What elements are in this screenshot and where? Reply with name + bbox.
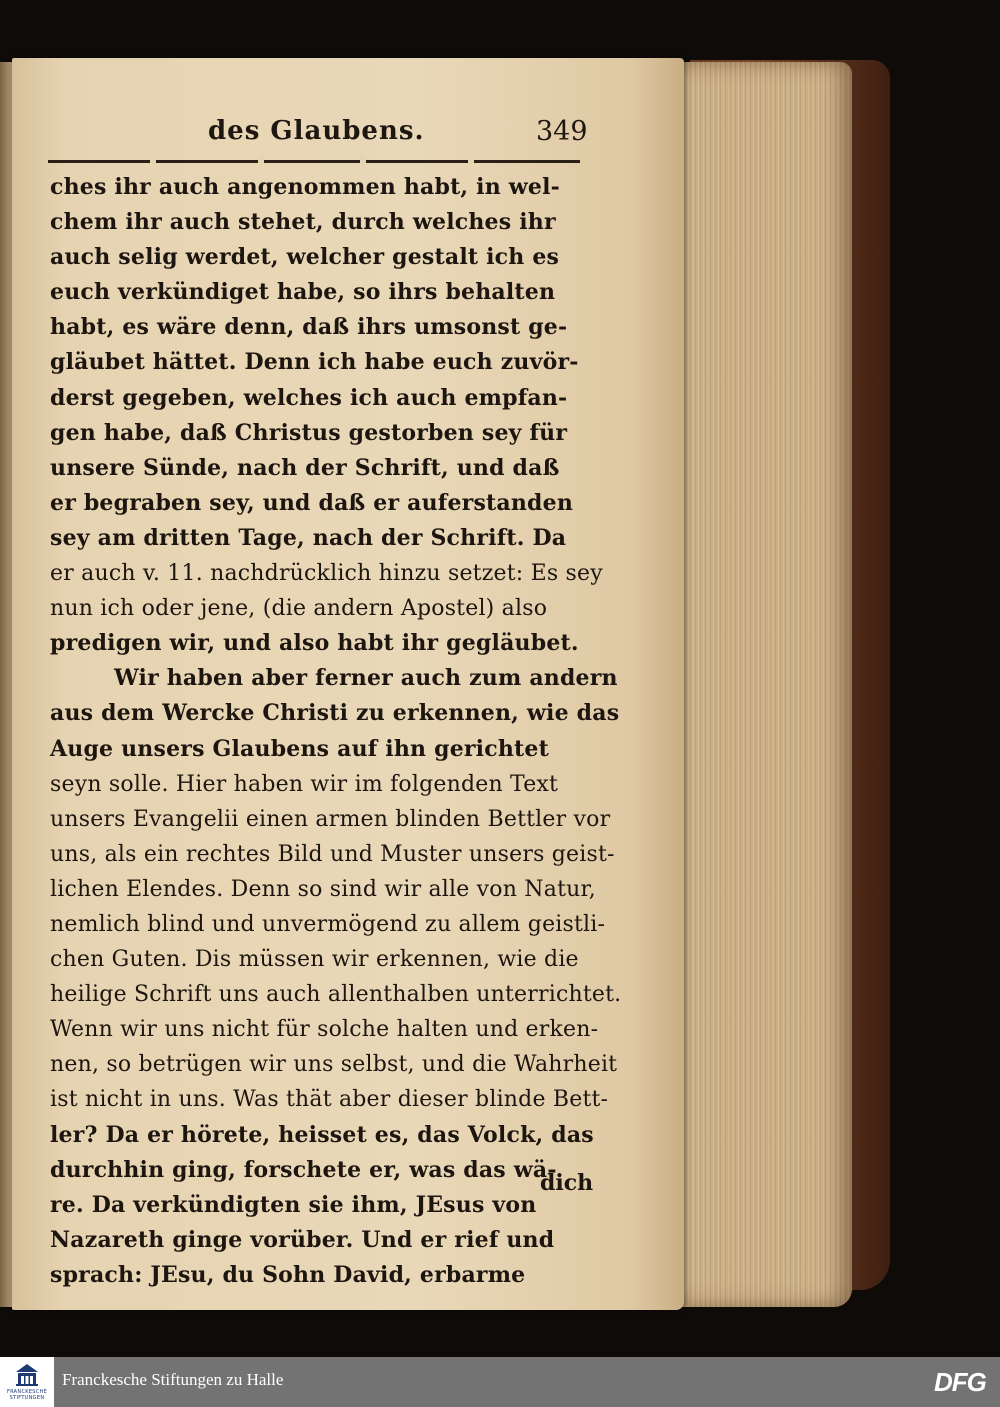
text-line: chem ihr auch stehet, durch welches ihr	[50, 209, 556, 236]
text-line: er auch v. 11. nachdrücklich hinzu setzet: Es sey	[50, 561, 603, 587]
text-line: predigen wir, und also habt ihr gegläubet.	[50, 630, 579, 657]
text-line: gen habe, daß Christus gestorben sey für	[50, 419, 568, 446]
running-head	[40, 116, 600, 156]
text-line: uns, als ein rechtes Bild und Muster unsers geist-	[50, 841, 615, 867]
text-line: re. Da verkündigten sie ihm, JEsus von	[50, 1191, 537, 1218]
catchword: dich	[540, 1170, 594, 1196]
text-line: nun ich oder jene, (die andern Apostel) also	[50, 596, 548, 622]
head-rule-break	[150, 155, 156, 165]
head-rule-break	[468, 155, 474, 165]
text-line: heilige Schrift uns auch allenthalben unterrichtet.	[50, 982, 622, 1008]
text-line: sey am dritten Tage, nach der Schrift. Da	[50, 524, 567, 551]
text-line: sprach: JEsu, du Sohn David, erbarme	[50, 1261, 526, 1288]
body-text	[50, 170, 622, 1293]
page-stack-edge	[672, 62, 852, 1307]
text-line: Wenn wir uns nicht für solche halten und erken-	[50, 1017, 599, 1043]
footer-bar	[0, 1357, 1000, 1407]
text-line: ches ihr auch angenommen habt, in wel-	[50, 174, 560, 200]
text-line: gläubet hättet. Denn ich habe euch zuvör-	[50, 349, 579, 376]
text-line: durchhin ging, forschete er, was das wä-	[50, 1156, 557, 1183]
text-line: chen Guten. Dis müssen wir erkennen, wie die	[50, 947, 579, 973]
text-line: seyn solle. Hier haben wir im folgenden Text	[50, 771, 559, 797]
institution-logo[interactable]	[0, 1357, 54, 1407]
text-line: Auge unsers Glaubens auf ihn gerichtet	[50, 735, 549, 762]
text-line: lichen Elendes. Denn so sind wir alle von Natur,	[50, 876, 596, 902]
text-line: nen, so betrügen wir uns selbst, und die Wahrheit	[50, 1052, 618, 1078]
text-line: Wir haben aber ferner auch zum andern	[114, 665, 618, 692]
text-line: unsere Sünde, nach der Schrift, und daß	[50, 454, 560, 481]
text-line: aus dem Wercke Christi zu erkennen, wie das	[50, 700, 620, 727]
text-line: unsers Evangelii einen armen blinden Bettler vor	[50, 806, 611, 832]
text-line: nemlich blind und unvermögend zu allem geistli-	[50, 911, 606, 937]
institution-logo-text: FRANCKESCHE STIFTUNGEN	[6, 1389, 48, 1401]
head-rule	[48, 160, 580, 163]
building-icon	[14, 1363, 40, 1387]
dfg-logo[interactable]: DFG	[934, 1367, 986, 1397]
text-line: Nazareth ginge vorüber. Und er rief und	[50, 1226, 555, 1253]
head-rule-break	[360, 155, 366, 165]
text-line: euch verkündiget habe, so ihrs behalten	[50, 279, 556, 306]
text-line: habt, es wäre denn, daß ihrs umsonst ge-	[50, 314, 568, 341]
text-line: ler? Da er hörete, heisset es, das Volck, das	[50, 1121, 594, 1148]
text-line: er begraben sey, und daß er auferstanden	[50, 489, 574, 516]
text-line: ist nicht in uns. Was thät aber dieser blinde Bett-	[50, 1087, 609, 1113]
page-number: 349	[536, 116, 588, 147]
text-line: derst gegeben, welches ich auch empfan-	[50, 384, 568, 411]
running-head-title: des Glaubens.	[208, 116, 425, 146]
head-rule-break	[258, 155, 264, 165]
institution-name: Franckesche Stiftungen zu Halle	[62, 1370, 284, 1389]
text-line: auch selig werdet, welcher gestalt ich es	[50, 244, 560, 271]
